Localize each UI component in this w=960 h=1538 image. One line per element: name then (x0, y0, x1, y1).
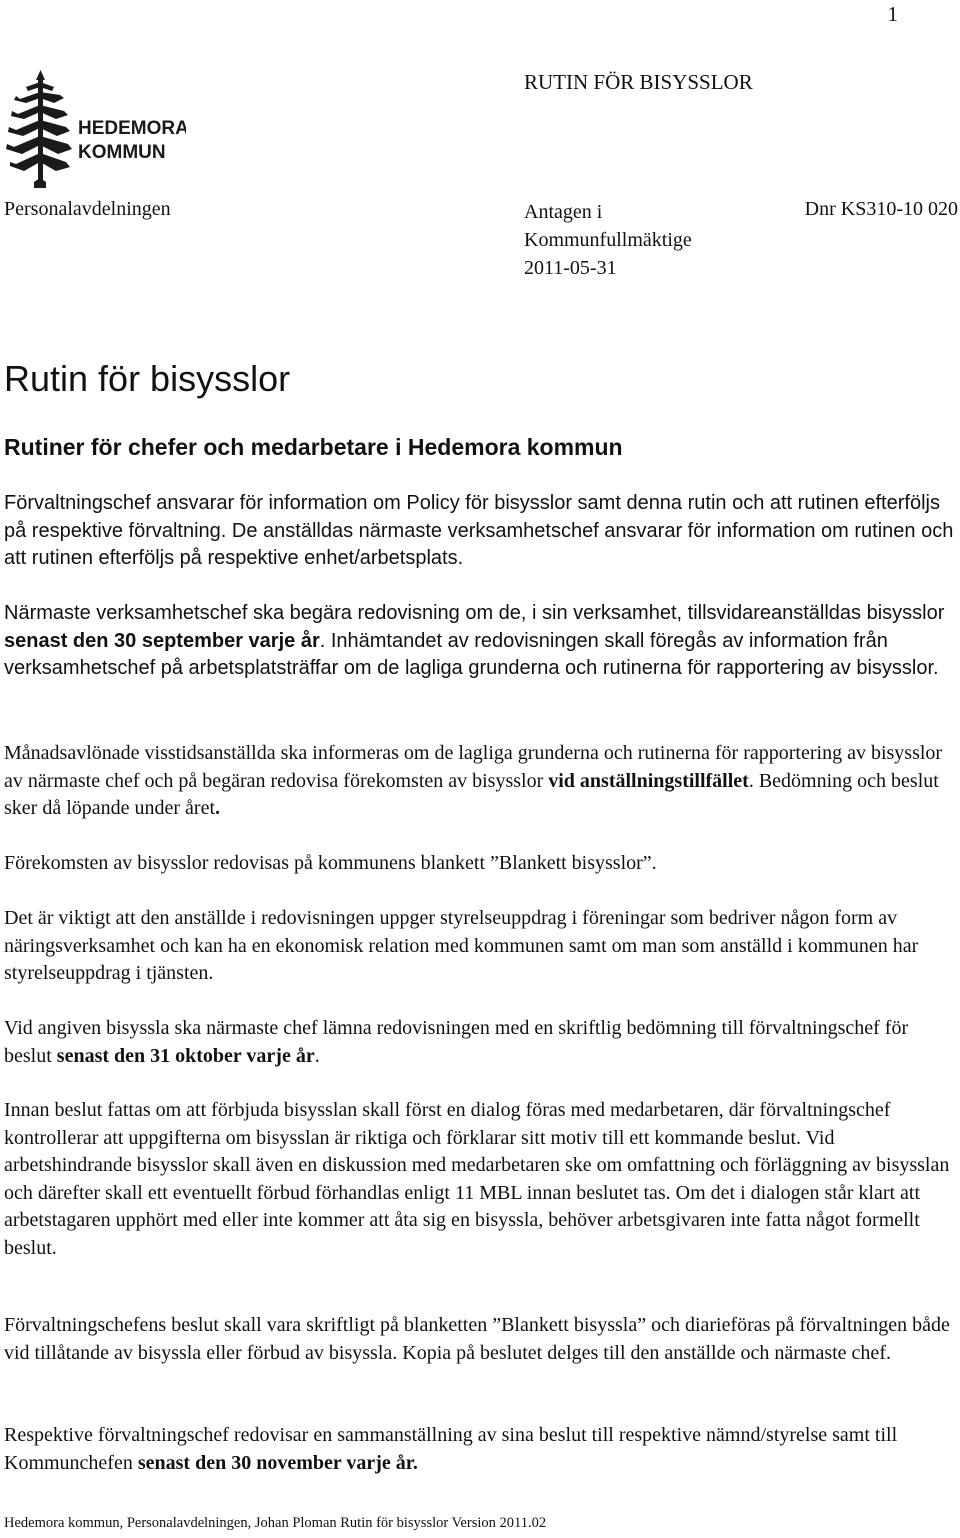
deadline-october: senast den 31 oktober varje år (56, 1044, 315, 1067)
paragraph-text: . Bedömning och beslut sker då löpande under året (4, 769, 939, 819)
paragraph-temporary-staff (4, 740, 954, 823)
paragraph-text: Närmaste verksamhetschef ska begära redovisning om de, i sin verksamhet, tillsvidareanställdas bisysslor (4, 602, 945, 624)
paragraph-form: Förekomsten av bisysslor redovisas på kommunens blankett ”Blankett bisysslor”. (4, 852, 657, 874)
paragraph-end: . (215, 797, 221, 819)
paragraph-responsibility (4, 490, 954, 573)
paragraph-text: . (314, 1044, 320, 1067)
page-subtitle: Rutiner för chefer och medarbetare i Hedemora kommun (4, 434, 623, 460)
paragraph-assessment (4, 1015, 954, 1070)
page-number: 1 (887, 2, 898, 26)
paragraph-dialogue: Innan beslut fattas om att förbjuda bisysslan skall först en dialog föras med medarbetaren, där förvaltningschef kontrollerar att uppgifterna om bisysslan är riktiga och förklarar sitt motiv till ett kommande beslut. Vid arbetshindrande bisysslor skall även en diskussion med medarbetaren ske om omfattning och förläggning av bisysslan och därefter skall ett eventuellt förbud förhandlas enligt 11 MBL innan beslutet tas. Om det i dialogen står klart att arbetstagaren upphört med eller inte kommer att åta sig en bisyssla, behöver arbetsgivaren inte fatta något formellt beslut. (4, 1099, 950, 1259)
deadline-september: senast den 30 september varje år (4, 629, 320, 652)
paragraph-text: Förvaltningschef ansvarar för information om Policy för bisysslor samt denna rutin och att rutinen efterföljs på respektive förvaltning. (4, 492, 940, 542)
paragraph-text: Vid angiven bisyssla ska närmaste chef lämna redovisningen med en skriftlig bedömning till förvaltningschef för beslut (4, 1017, 909, 1067)
emphasis-hiring: vid anställningstillfället (548, 769, 749, 792)
deadline-november: senast den 30 november varje år. (137, 1451, 418, 1474)
paragraph-reporting (4, 600, 954, 683)
paragraph-text: Respektive förvaltningschef redovisar en sammanställning av sina beslut till respektive nämnd/styrelse samt till Kommunchefen (4, 1424, 898, 1474)
paragraph-decision: Förvaltningschefens beslut skall vara skriftligt på blanketten ”Blankett bisyssla” och diarieföras på förvaltningen både vid tillåtande av bisyssla eller förbud av bisyssla. Kopia på beslutet delges till den anställde och närmaste chef. (4, 1314, 950, 1364)
paragraph-text: De anställdas närmaste verksamhetschef ansvarar för information om rutinen och att rutinen efterföljs på respektive enhet/arbetsplats. (4, 519, 954, 569)
logo-line2: KOMMUN (78, 142, 166, 163)
hedemora-kommun-logo (6, 70, 186, 192)
adoption-info (524, 198, 692, 282)
paragraph-summary (4, 1422, 954, 1477)
page-footer: Hedemora kommun, Personalavdelningen, Johan Ploman Rutin för bisysslor Version 2011.02 (4, 1515, 547, 1531)
page-title: Rutin för bisysslor (4, 358, 291, 399)
paragraph-board-assignments: Det är viktigt att den anställde i redovisningen uppger styrelseuppdrag i föreningar som bedriver någon form av näringsverksamhet och kan ha en ekonomisk relation med kommunen samt om man som anställd i kommunen har styrelseuppdrag i tjänsten. (4, 907, 919, 984)
adopted-line1: Antagen i (524, 201, 603, 223)
adopted-line2: Kommunfullmäktige (524, 229, 692, 251)
paragraph-text: . Inhämtandet av redovisningen skall föregås av information från verksamhetschef på arbetsplatsträffar om de lagliga grunderna och rutinerna för rapportering av bisysslor. (4, 629, 939, 679)
logo-line1: HEDEMORA (78, 118, 186, 139)
document-heading: RUTIN FÖR BISYSSLOR (524, 70, 753, 94)
spruce-tree-icon (6, 70, 186, 192)
department-label: Personalavdelningen (4, 198, 171, 220)
reference-number: Dnr KS310-10 020 (804, 198, 958, 220)
paragraph-text: Månadsavlönade visstidsanställda ska informeras om de lagliga grunderna och rutinerna för rapportering av bisysslor av närmaste chef och på begäran redovisa förekomsten av bisysslor (4, 742, 943, 792)
adopted-date: 2011-05-31 (524, 257, 617, 279)
